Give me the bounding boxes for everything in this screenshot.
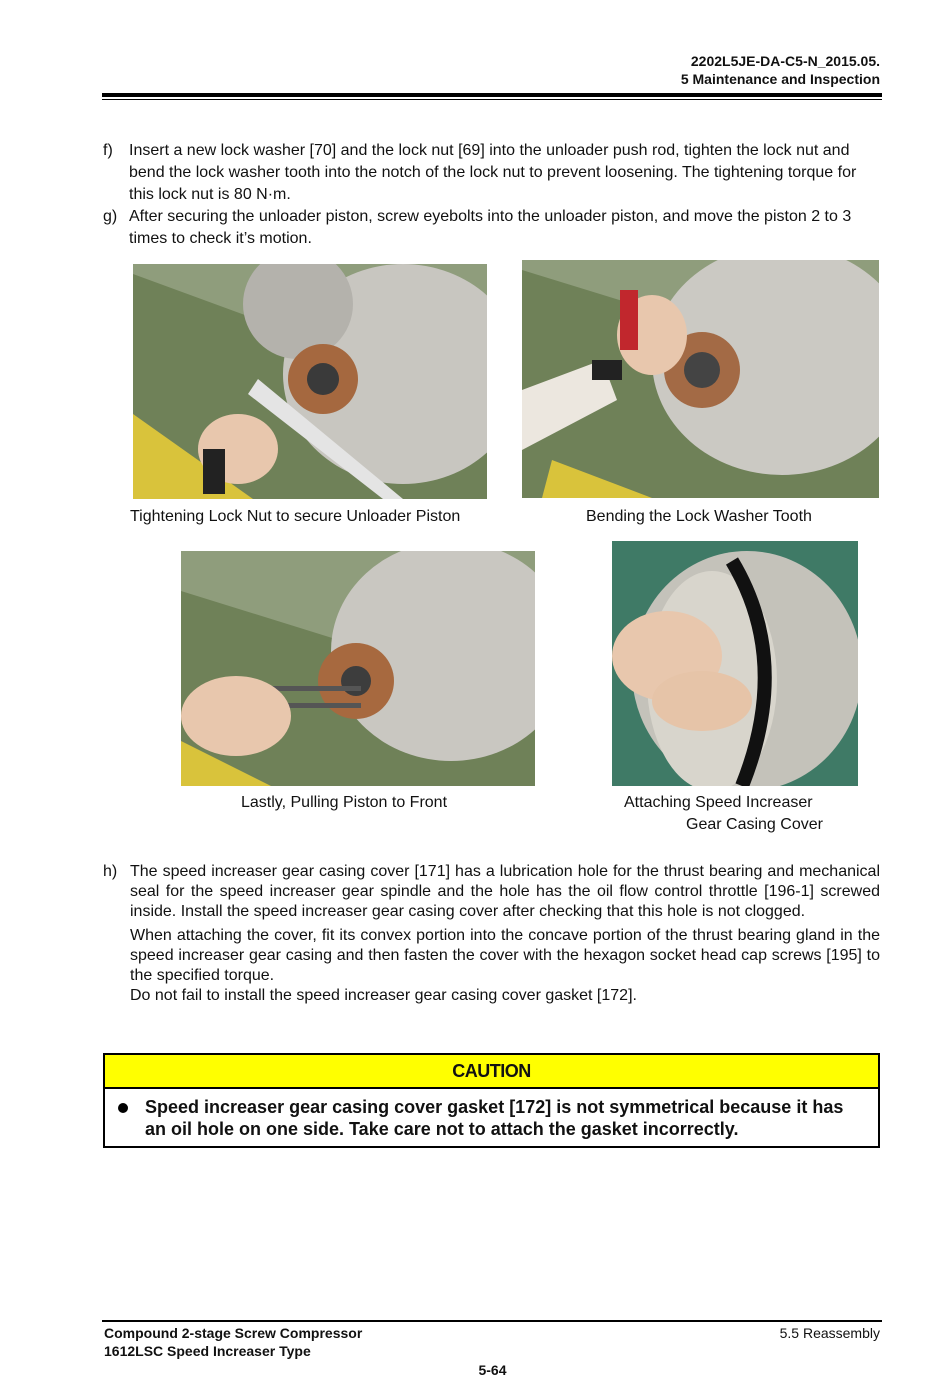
- caption-fig1: Tightening Lock Nut to secure Unloader Piston: [130, 508, 461, 525]
- document-id: 2202L5JE-DA-C5-N_2015.05.: [690, 53, 880, 69]
- step-f: [103, 140, 875, 206]
- header-rule-thin: [102, 99, 882, 100]
- caution-box: [103, 1053, 880, 1148]
- footer-section: 5.5 Reassembly: [779, 1325, 880, 1341]
- caption-fig4-line1: Attaching Speed Increaser: [624, 794, 813, 811]
- bullet-icon: [118, 1103, 128, 1113]
- caution-body: [105, 1089, 878, 1146]
- step-g-text: After securing the unloader piston, screw eyebolts into the unloader piston, and move the piston 2 to 3 times to check it’s motion.: [129, 208, 852, 247]
- step-g-label: g): [103, 208, 118, 225]
- photo-bending-washer: [522, 260, 879, 498]
- header-rule: [102, 93, 882, 97]
- caption-fig2: Bending the Lock Washer Tooth: [586, 508, 812, 525]
- step-g: [103, 206, 875, 250]
- step-h-p2: When attaching the cover, fit its convex portion into the concave portion of the thrust bearing gland in the speed increaser gear casing and then fasten the cover with the hexagon socket head cap screws [195] to the specified torque.: [130, 927, 880, 984]
- footer-title-line2: 1612LSC Speed Increaser Type: [104, 1343, 311, 1359]
- step-h-p1: The speed increaser gear casing cover [171] has a lubrication hole for the thrust bearing and mechanical seal for the speed increaser gear spindle and the hole has the oil flow control throttle [196-1] screwed inside. Install the speed increaser gear casing cover after checking that this hole is not clogged.: [130, 863, 880, 920]
- footer-rule: [102, 1320, 882, 1322]
- page-number: 5-64: [478, 1362, 507, 1378]
- photo-attaching-cover: [612, 541, 858, 786]
- caption-fig3: Lastly, Pulling Piston to Front: [241, 794, 448, 811]
- step-h-p3: Do not fail to install the speed increaser gear casing cover gasket [172].: [130, 987, 637, 1004]
- step-h: [103, 862, 880, 1006]
- step-f-text: Insert a new lock washer [70] and the lock nut [69] into the unloader push rod, tighten the lock nut and bend the lock washer tooth into the notch of the lock nut to prevent loosening. The tightening torque for this lock nut is 80 N·m.: [129, 142, 857, 203]
- caution-text: Speed increaser gear casing cover gasket [172] is not symmetrical because it has an oil hole on one side. Take care not to attach the gasket incorrectly.: [145, 1097, 844, 1139]
- step-f-label: f): [103, 142, 113, 159]
- photo-pulling-piston: [181, 551, 535, 786]
- footer-title-line1: Compound 2-stage Screw Compressor: [104, 1325, 363, 1341]
- caution-title: CAUTION: [105, 1055, 878, 1089]
- chapter-title: 5 Maintenance and Inspection: [680, 71, 880, 87]
- caption-fig4-line2: Gear Casing Cover: [686, 816, 823, 833]
- step-h-label: h): [103, 863, 118, 880]
- photo-tightening-lock-nut: [133, 264, 487, 499]
